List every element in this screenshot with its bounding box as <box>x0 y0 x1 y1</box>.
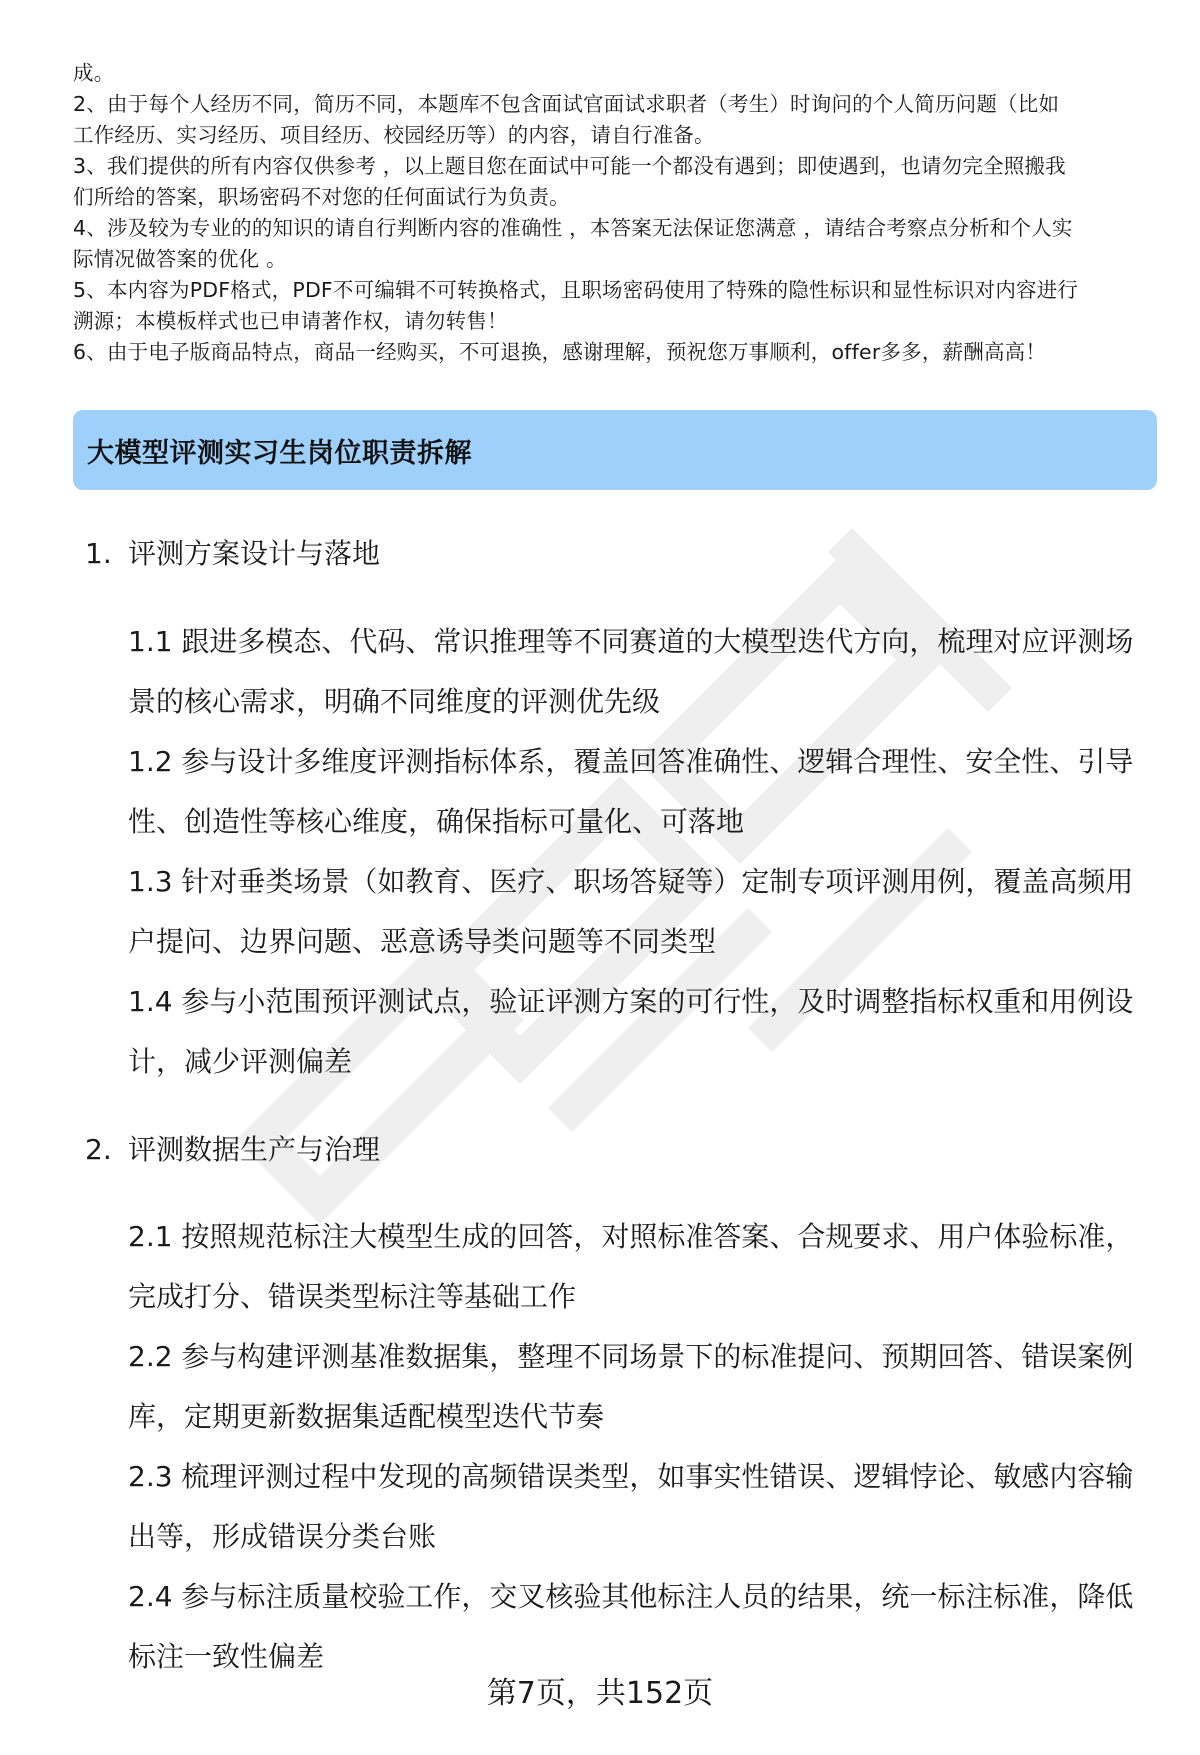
list-item: 1.4 参与小范围预评测试点，验证评测方案的可行性，及时调整指标权重和用例设计，减少评测偏差 <box>128 985 1134 1078</box>
list-item: 1.3 针对垂类场景（如教育、医疗、职场答疑等）定制专项评测用例，覆盖高频用户提问、边界问题、恶意诱导类问题等不同类型 <box>128 865 1134 958</box>
section-heading-text: 评测数据生产与治理 <box>128 1133 381 1166</box>
note-line: 们所给的答案，职场密码不对您的任何面试行为负责。 <box>73 185 570 209</box>
list-item: 2.3 梳理评测过程中发现的高频错误类型，如事实性错误、逻辑悖论、敏感内容输出等，形成错误分类台账 <box>128 1460 1134 1553</box>
section-number: 2. <box>85 1133 112 1166</box>
list-item: 2.4 参与标注质量校验工作，交叉核验其他标注人员的结果，统一标注标准，降低标注一致性偏差 <box>128 1580 1134 1673</box>
section-number: 1. <box>85 537 112 570</box>
note-line: 4、涉及较为专业的的知识的请自行判断内容的准确性 ，本答案无法保证您满意 ，请结合考察点分析和个人实 <box>73 216 1073 240</box>
section-heading-1 <box>85 532 380 572</box>
note-line: 2、由于每个人经历不同，简历不同，本题库不包含面试官面试求职者（考生）时询问的个人简历问题（比如 <box>73 92 1060 116</box>
note-line: 成。 <box>73 61 115 85</box>
list-item: 2.2 参与构建评测基准数据集，整理不同场景下的标准提问、预期回答、错误案例库，定期更新数据集适配模型迭代节奏 <box>128 1340 1134 1433</box>
section-header <box>73 410 1157 490</box>
section-heading-2 <box>85 1128 380 1168</box>
list-item: 2.1 按照规范标注大模型生成的回答，对照标准答案、合规要求、用户体验标准，完成打分、错误类型标注等基础工作 <box>128 1220 1134 1313</box>
disclaimer-notes <box>73 58 1163 368</box>
list-item: 1.1 跟进多模态、代码、常识推理等不同赛道的大模型迭代方向，梳理对应评测场景的核心需求，明确不同维度的评测优先级 <box>128 625 1134 718</box>
note-line: 6、由于电子版商品特点，商品一经购买，不可退换，感谢理解，预祝您万事顺利，offer多多，薪酬高高！ <box>73 340 1047 364</box>
section-title: 大模型评测实习生岗位职责拆解 <box>87 437 472 469</box>
note-line: 溯源；本模板样式也已申请著作权，请勿转售！ <box>73 309 508 333</box>
note-line: 工作经历、实习经历、项目经历、校园经历等）的内容，请自行准备。 <box>73 123 715 147</box>
section-heading-text: 评测方案设计与落地 <box>128 537 381 570</box>
note-line: 际情况做答案的优化 。 <box>73 247 287 271</box>
list-item: 1.2 参与设计多维度评测指标体系，覆盖回答准确性、逻辑合理性、安全性、引导性、创造性等核心维度，确保指标可量化、可落地 <box>128 745 1134 838</box>
note-line: 3、我们提供的所有内容仅供参考 ，以上题目您在面试中可能一个都没有遇到；即使遇到，也请勿完全照搬我 <box>73 154 1066 178</box>
note-line: 5、本内容为PDF格式，PDF不可编辑不可转换格式，且职场密码使用了特殊的隐性标识和显性标识对内容进行 <box>73 278 1079 302</box>
page-number: 第7页，共152页 <box>486 1676 714 1711</box>
